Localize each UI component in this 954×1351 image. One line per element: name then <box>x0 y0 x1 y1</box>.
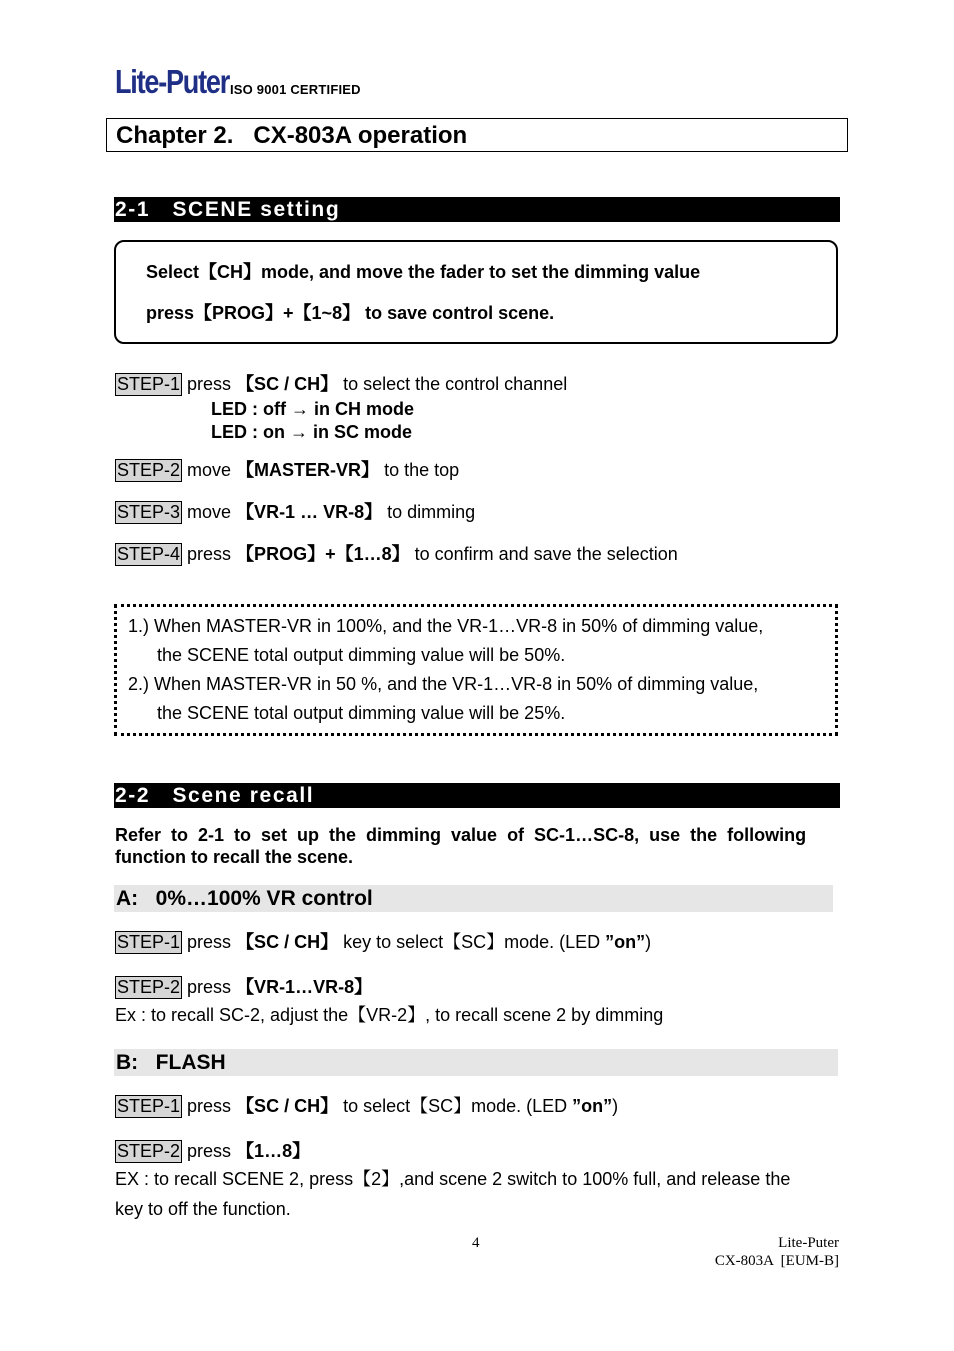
step-key: 【VR-1 … VR-8】 <box>236 502 383 522</box>
example-text-cont: key to off the function. <box>115 1199 291 1219</box>
step-key: 【PROG】+【1…8】 <box>236 544 410 564</box>
step-key: 【SC / CH】 <box>236 1096 339 1116</box>
section-header-scene-setting <box>114 197 840 222</box>
step-verb: press <box>187 544 237 564</box>
step-label: STEP-2 <box>117 977 181 997</box>
step-tail: ) <box>612 1096 619 1116</box>
iso-cert-label: ISO 9001 CERTIFIED <box>230 82 361 97</box>
example-text: EX : to recall SCENE 2, press【2】,and scene 2 switch to 100% full, and release the <box>115 1169 791 1189</box>
subsection-header-vr-control <box>114 885 833 912</box>
led-state: ”on” <box>605 932 646 952</box>
note-line: the SCENE total output dimming value will be 25%. <box>157 703 566 723</box>
intro-line-1: Refer to 2-1 to set up the dimming value of SC-1…SC-8, use the following <box>115 825 807 845</box>
step-row <box>115 459 459 482</box>
step-label: STEP-4 <box>117 544 181 564</box>
step-verb: move <box>187 502 237 522</box>
step-row <box>115 931 651 954</box>
step-row <box>115 1095 618 1118</box>
step-label: STEP-2 <box>117 1141 181 1161</box>
note-line: 1.) When MASTER-VR in 100%, and the VR-1…VR-8 in 50% of dimming value, <box>128 616 764 636</box>
step-text: key to select【SC】mode. (LED <box>338 932 606 952</box>
subsection-title: A: 0%…100% VR control <box>116 887 373 910</box>
led-state: ”on” <box>572 1096 613 1116</box>
section-title: 2-2 Scene recall <box>115 784 315 807</box>
note-line: the SCENE total output dimming value will be 50%. <box>157 645 566 665</box>
footer-model: CX-803A [EUM-B] <box>714 1253 839 1269</box>
step-row <box>115 543 678 566</box>
step-verb: press <box>187 977 237 997</box>
step-verb: press <box>187 374 237 394</box>
step-label: STEP-2 <box>117 460 181 480</box>
step-row <box>115 976 372 999</box>
step-key: 【SC / CH】 <box>236 374 339 394</box>
step-verb: press <box>187 1141 237 1161</box>
step-key: 【SC / CH】 <box>236 932 339 952</box>
example-text: Ex : to recall SC-2, adjust the【VR-2】, to recall scene 2 by dimming <box>115 1005 664 1025</box>
step-tail: ) <box>645 932 652 952</box>
led-on-note: LED : on → in SC mode <box>211 422 412 442</box>
step-row <box>115 501 475 524</box>
subsection-title: B: FLASH <box>116 1051 226 1074</box>
instruction-line-1: Select【CH】mode, and move the fader to set the dimming value <box>146 262 701 282</box>
step-text: to select【SC】mode. (LED <box>338 1096 573 1116</box>
step-verb: press <box>187 932 237 952</box>
step-row <box>115 1140 310 1163</box>
step-label: STEP-1 <box>117 374 181 394</box>
step-verb: move <box>187 460 237 480</box>
page-number: 4 <box>472 1235 480 1251</box>
step-text: to the top <box>379 460 460 480</box>
step-text: to dimming <box>382 502 476 522</box>
step-row <box>115 373 567 396</box>
step-text: to confirm and save the selection <box>409 544 678 564</box>
instruction-line-2: press【PROG】+【1~8】 to save control scene. <box>146 303 555 323</box>
step-label: STEP-3 <box>117 502 181 522</box>
intro-line-2: function to recall the scene. <box>115 847 354 867</box>
section-title: 2-1 SCENE setting <box>115 198 341 221</box>
chapter-title-box <box>106 118 848 152</box>
instruction-box <box>114 240 838 344</box>
chapter-title: Chapter 2. CX-803A operation <box>116 122 468 149</box>
footer-company: Lite-Puter <box>778 1235 839 1251</box>
step-key: 【VR-1…VR-8】 <box>236 977 373 997</box>
subsection-header-flash <box>114 1049 838 1076</box>
step-text: to select the control channel <box>338 374 568 394</box>
step-key: 【MASTER-VR】 <box>236 460 380 480</box>
section-header-scene-recall <box>114 783 840 808</box>
step-key: 【1…8】 <box>236 1141 311 1161</box>
step-label: STEP-1 <box>117 932 181 952</box>
led-off-note: LED : off → in CH mode <box>211 399 414 419</box>
step-label: STEP-1 <box>117 1096 181 1116</box>
brand-name: Lite-Puter <box>115 63 229 100</box>
note-line: 2.) When MASTER-VR in 50 %, and the VR-1…VR-8 in 50% of dimming value, <box>128 674 759 694</box>
step-verb: press <box>187 1096 237 1116</box>
